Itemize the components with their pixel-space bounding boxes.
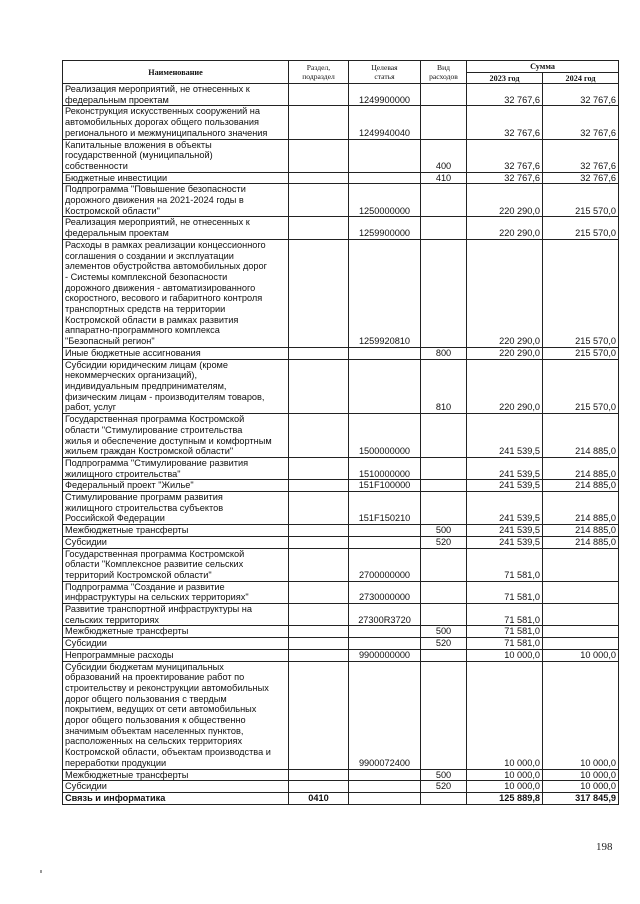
header-name: Наименование	[63, 61, 289, 84]
row-type-cell: 810	[421, 359, 467, 414]
table-row	[63, 769, 619, 781]
row-type-cell	[421, 548, 467, 581]
row-section-cell	[289, 106, 349, 139]
row-target-cell	[349, 536, 421, 548]
row-target-cell: 151F150210	[349, 492, 421, 525]
row-name-cell: Подпрограмма "Стимулирование развития жилищного строительства"	[63, 457, 289, 479]
row-type-cell	[421, 793, 467, 805]
row-type-cell	[421, 84, 467, 106]
row-target-cell: 1249900000	[349, 84, 421, 106]
row-2023-cell: 71 581,0	[467, 548, 543, 581]
row-target-cell	[349, 769, 421, 781]
row-2024-cell: 214 885,0	[543, 536, 619, 548]
row-section-cell	[289, 414, 349, 458]
row-name-cell: Развитие транспортной инфраструктуры на сельских территориях	[63, 604, 289, 626]
row-name-cell: Субсидии	[63, 536, 289, 548]
row-type-cell	[421, 184, 467, 217]
row-2024-cell: 317 845,9	[543, 793, 619, 805]
table-row	[63, 239, 619, 347]
row-2023-cell: 241 539,5	[467, 536, 543, 548]
row-2024-cell	[543, 604, 619, 626]
row-section-cell	[289, 649, 349, 661]
row-type-cell	[421, 106, 467, 139]
row-2024-cell	[543, 638, 619, 650]
header-target: Целевая статья	[349, 61, 421, 84]
row-type-cell: 520	[421, 536, 467, 548]
row-2023-cell: 220 290,0	[467, 347, 543, 359]
row-target-cell	[349, 139, 421, 172]
row-type-cell: 410	[421, 172, 467, 184]
row-name-cell: Расходы в рамках реализации концессионного соглашения о создании и эксплуатации элементов обустройства автомобильных дорог - Системы комплексной безопасности дорожного движения - автоматизированного скоростного, весового и габаритного контроля транспортных средств на территории Костромской области в рамках развития аппаратно-программного комплекса "Безопасный регион"	[63, 239, 289, 347]
row-type-cell	[421, 661, 467, 769]
row-target-cell: 1259900000	[349, 217, 421, 239]
budget-table	[62, 60, 619, 805]
row-name-cell: Субсидии бюджетам муниципальных образований на проектирование работ по строительству и реконструкции автомобильных дорог общего пользования с твердым покрытием, ведущих от сети автомобильных дорог общего пользования к общественно значимым объектам населенных пунктов, расположенных на сельских территориях Костромской области, объектам производства и переработки продукции	[63, 661, 289, 769]
table-row	[63, 626, 619, 638]
row-2024-cell	[543, 626, 619, 638]
row-target-cell: 2700000000	[349, 548, 421, 581]
table-row	[63, 604, 619, 626]
row-type-cell: 500	[421, 769, 467, 781]
row-type-cell	[421, 217, 467, 239]
row-type-cell	[421, 414, 467, 458]
table-body	[63, 84, 619, 805]
row-2024-cell: 214 885,0	[543, 492, 619, 525]
table-row	[63, 457, 619, 479]
row-type-cell	[421, 649, 467, 661]
row-type-cell: 520	[421, 781, 467, 793]
header-type: Вид расходов	[421, 61, 467, 84]
row-2023-cell: 32 767,6	[467, 106, 543, 139]
row-section-cell	[289, 359, 349, 414]
row-2023-cell: 241 539,5	[467, 492, 543, 525]
row-target-cell	[349, 525, 421, 537]
row-name-cell: Государственная программа Костромской области "Комплексное развитие сельских территорий Костромской области"	[63, 548, 289, 581]
row-type-cell	[421, 604, 467, 626]
row-2024-cell: 10 000,0	[543, 769, 619, 781]
row-name-cell: Иные бюджетные ассигнования	[63, 347, 289, 359]
row-section-cell	[289, 525, 349, 537]
table-row	[63, 106, 619, 139]
header-year-2023: 2023 год	[467, 73, 543, 84]
row-target-cell	[349, 626, 421, 638]
header-sum: Сумма	[467, 61, 619, 73]
row-name-cell: Федеральный проект "Жилье"	[63, 480, 289, 492]
row-2024-cell: 10 000,0	[543, 649, 619, 661]
row-type-cell	[421, 581, 467, 603]
table-row	[63, 84, 619, 106]
row-2023-cell: 10 000,0	[467, 649, 543, 661]
row-2023-cell: 32 767,6	[467, 84, 543, 106]
table-row	[63, 184, 619, 217]
row-2023-cell: 241 539,5	[467, 414, 543, 458]
table-row	[63, 649, 619, 661]
row-target-cell	[349, 359, 421, 414]
row-2023-cell: 32 767,6	[467, 172, 543, 184]
row-target-cell: 1510000000	[349, 457, 421, 479]
row-2023-cell: 32 767,6	[467, 139, 543, 172]
row-section-cell	[289, 661, 349, 769]
table-row	[63, 536, 619, 548]
row-name-cell: Подпрограмма "Создание и развитие инфраструктуры на сельских территориях"	[63, 581, 289, 603]
table-row	[63, 525, 619, 537]
row-target-cell	[349, 638, 421, 650]
row-2023-cell: 71 581,0	[467, 626, 543, 638]
row-section-cell	[289, 184, 349, 217]
row-section-cell	[289, 604, 349, 626]
row-2023-cell: 241 539,5	[467, 525, 543, 537]
row-target-cell: 151F100000	[349, 480, 421, 492]
row-2024-cell: 214 885,0	[543, 457, 619, 479]
row-2023-cell: 241 539,5	[467, 457, 543, 479]
row-2024-cell: 215 570,0	[543, 359, 619, 414]
row-2023-cell: 10 000,0	[467, 781, 543, 793]
table-row	[63, 492, 619, 525]
row-target-cell: 27300R3720	[349, 604, 421, 626]
row-target-cell: 9900000000	[349, 649, 421, 661]
row-section-cell	[289, 492, 349, 525]
table-row	[63, 172, 619, 184]
table-row	[63, 638, 619, 650]
row-name-cell: Межбюджетные трансферты	[63, 769, 289, 781]
row-type-cell: 500	[421, 525, 467, 537]
table-row	[63, 359, 619, 414]
table-row	[63, 548, 619, 581]
row-name-cell: Субсидии юридическим лицам (кроме некоммерческих организаций), индивидуальным предпринимателям, физическим лицам - производителям товаров, работ, услуг	[63, 359, 289, 414]
row-name-cell: Субсидии	[63, 638, 289, 650]
row-2024-cell: 215 570,0	[543, 217, 619, 239]
row-type-cell: 520	[421, 638, 467, 650]
row-type-cell	[421, 457, 467, 479]
row-section-cell	[289, 172, 349, 184]
row-section-cell	[289, 139, 349, 172]
row-section-cell	[289, 536, 349, 548]
page-number: 198	[596, 841, 613, 853]
table-row	[63, 581, 619, 603]
row-section-cell	[289, 581, 349, 603]
row-2023-cell: 71 581,0	[467, 604, 543, 626]
row-name-cell: Стимулирование программ развития жилищного строительства субъектов Российской Федерации	[63, 492, 289, 525]
row-2024-cell: 215 570,0	[543, 184, 619, 217]
row-type-cell: 800	[421, 347, 467, 359]
row-2024-cell: 214 885,0	[543, 525, 619, 537]
budget-table-sheet	[62, 60, 619, 805]
row-2023-cell: 241 539,5	[467, 480, 543, 492]
row-name-cell: Реализация мероприятий, не отнесенных к федеральным проектам	[63, 84, 289, 106]
row-2024-cell: 10 000,0	[543, 781, 619, 793]
row-type-cell	[421, 239, 467, 347]
header-section: Раздел, подраздел	[289, 61, 349, 84]
row-2024-cell: 32 767,6	[543, 139, 619, 172]
row-name-cell: Межбюджетные трансферты	[63, 626, 289, 638]
row-section-cell	[289, 457, 349, 479]
row-section-cell	[289, 84, 349, 106]
row-section-cell	[289, 781, 349, 793]
row-target-cell	[349, 793, 421, 805]
row-2024-cell: 214 885,0	[543, 480, 619, 492]
row-2024-cell: 32 767,6	[543, 106, 619, 139]
row-2024-cell: 32 767,6	[543, 172, 619, 184]
row-2023-cell: 220 290,0	[467, 239, 543, 347]
row-section-cell	[289, 239, 349, 347]
row-name-cell: Бюджетные инвестиции	[63, 172, 289, 184]
table-row	[63, 139, 619, 172]
row-2023-cell: 10 000,0	[467, 769, 543, 781]
row-2023-cell: 71 581,0	[467, 638, 543, 650]
row-section-cell	[289, 626, 349, 638]
row-name-cell: Межбюджетные трансферты	[63, 525, 289, 537]
row-section-cell	[289, 347, 349, 359]
row-name-cell: Реализация мероприятий, не отнесенных к федеральным проектам	[63, 217, 289, 239]
row-2023-cell: 220 290,0	[467, 184, 543, 217]
row-2024-cell	[543, 548, 619, 581]
row-name-cell: Капитальные вложения в объекты государственной (муниципальной) собственности	[63, 139, 289, 172]
row-2023-cell: 71 581,0	[467, 581, 543, 603]
row-type-cell	[421, 480, 467, 492]
row-name-cell: Подпрограмма "Повышение безопасности дорожного движения на 2021-2024 годы в Костромской области"	[63, 184, 289, 217]
header-year-2024: 2024 год	[543, 73, 619, 84]
table-row	[63, 480, 619, 492]
row-2023-cell: 220 290,0	[467, 359, 543, 414]
row-name-cell: Реконструкция искусственных сооружений на автомобильных дорогах общего пользования регионального и межмуниципального значения	[63, 106, 289, 139]
row-type-cell: 500	[421, 626, 467, 638]
row-section-cell: 0410	[289, 793, 349, 805]
row-2024-cell: 10 000,0	[543, 661, 619, 769]
table-row	[63, 793, 619, 805]
row-name-cell: Субсидии	[63, 781, 289, 793]
row-target-cell: 9900072400	[349, 661, 421, 769]
row-section-cell	[289, 480, 349, 492]
row-2024-cell: 214 885,0	[543, 414, 619, 458]
row-target-cell	[349, 172, 421, 184]
row-target-cell: 1250000000	[349, 184, 421, 217]
row-target-cell: 1500000000	[349, 414, 421, 458]
row-name-cell: Непрограммные расходы	[63, 649, 289, 661]
table-row	[63, 414, 619, 458]
row-section-cell	[289, 638, 349, 650]
row-2023-cell: 10 000,0	[467, 661, 543, 769]
table-row	[63, 217, 619, 239]
row-target-cell: 2730000000	[349, 581, 421, 603]
row-target-cell	[349, 781, 421, 793]
row-2023-cell: 125 889,8	[467, 793, 543, 805]
row-section-cell	[289, 217, 349, 239]
row-type-cell	[421, 492, 467, 525]
row-name-cell: Связь и информатика	[63, 793, 289, 805]
row-section-cell	[289, 769, 349, 781]
table-row	[63, 347, 619, 359]
row-2024-cell: 215 570,0	[543, 239, 619, 347]
row-2023-cell: 220 290,0	[467, 217, 543, 239]
row-2024-cell: 215 570,0	[543, 347, 619, 359]
row-target-cell: 1249940040	[349, 106, 421, 139]
row-name-cell: Государственная программа Костромской области "Стимулирование строительства жилья и обеспечение доступным и комфортным жильем граждан Костромской области"	[63, 414, 289, 458]
table-row	[63, 661, 619, 769]
row-section-cell	[289, 548, 349, 581]
table-row	[63, 781, 619, 793]
scan-speck	[40, 870, 42, 873]
row-type-cell: 400	[421, 139, 467, 172]
row-2024-cell	[543, 581, 619, 603]
row-target-cell: 1259920810	[349, 239, 421, 347]
row-2024-cell: 32 767,6	[543, 84, 619, 106]
row-target-cell	[349, 347, 421, 359]
